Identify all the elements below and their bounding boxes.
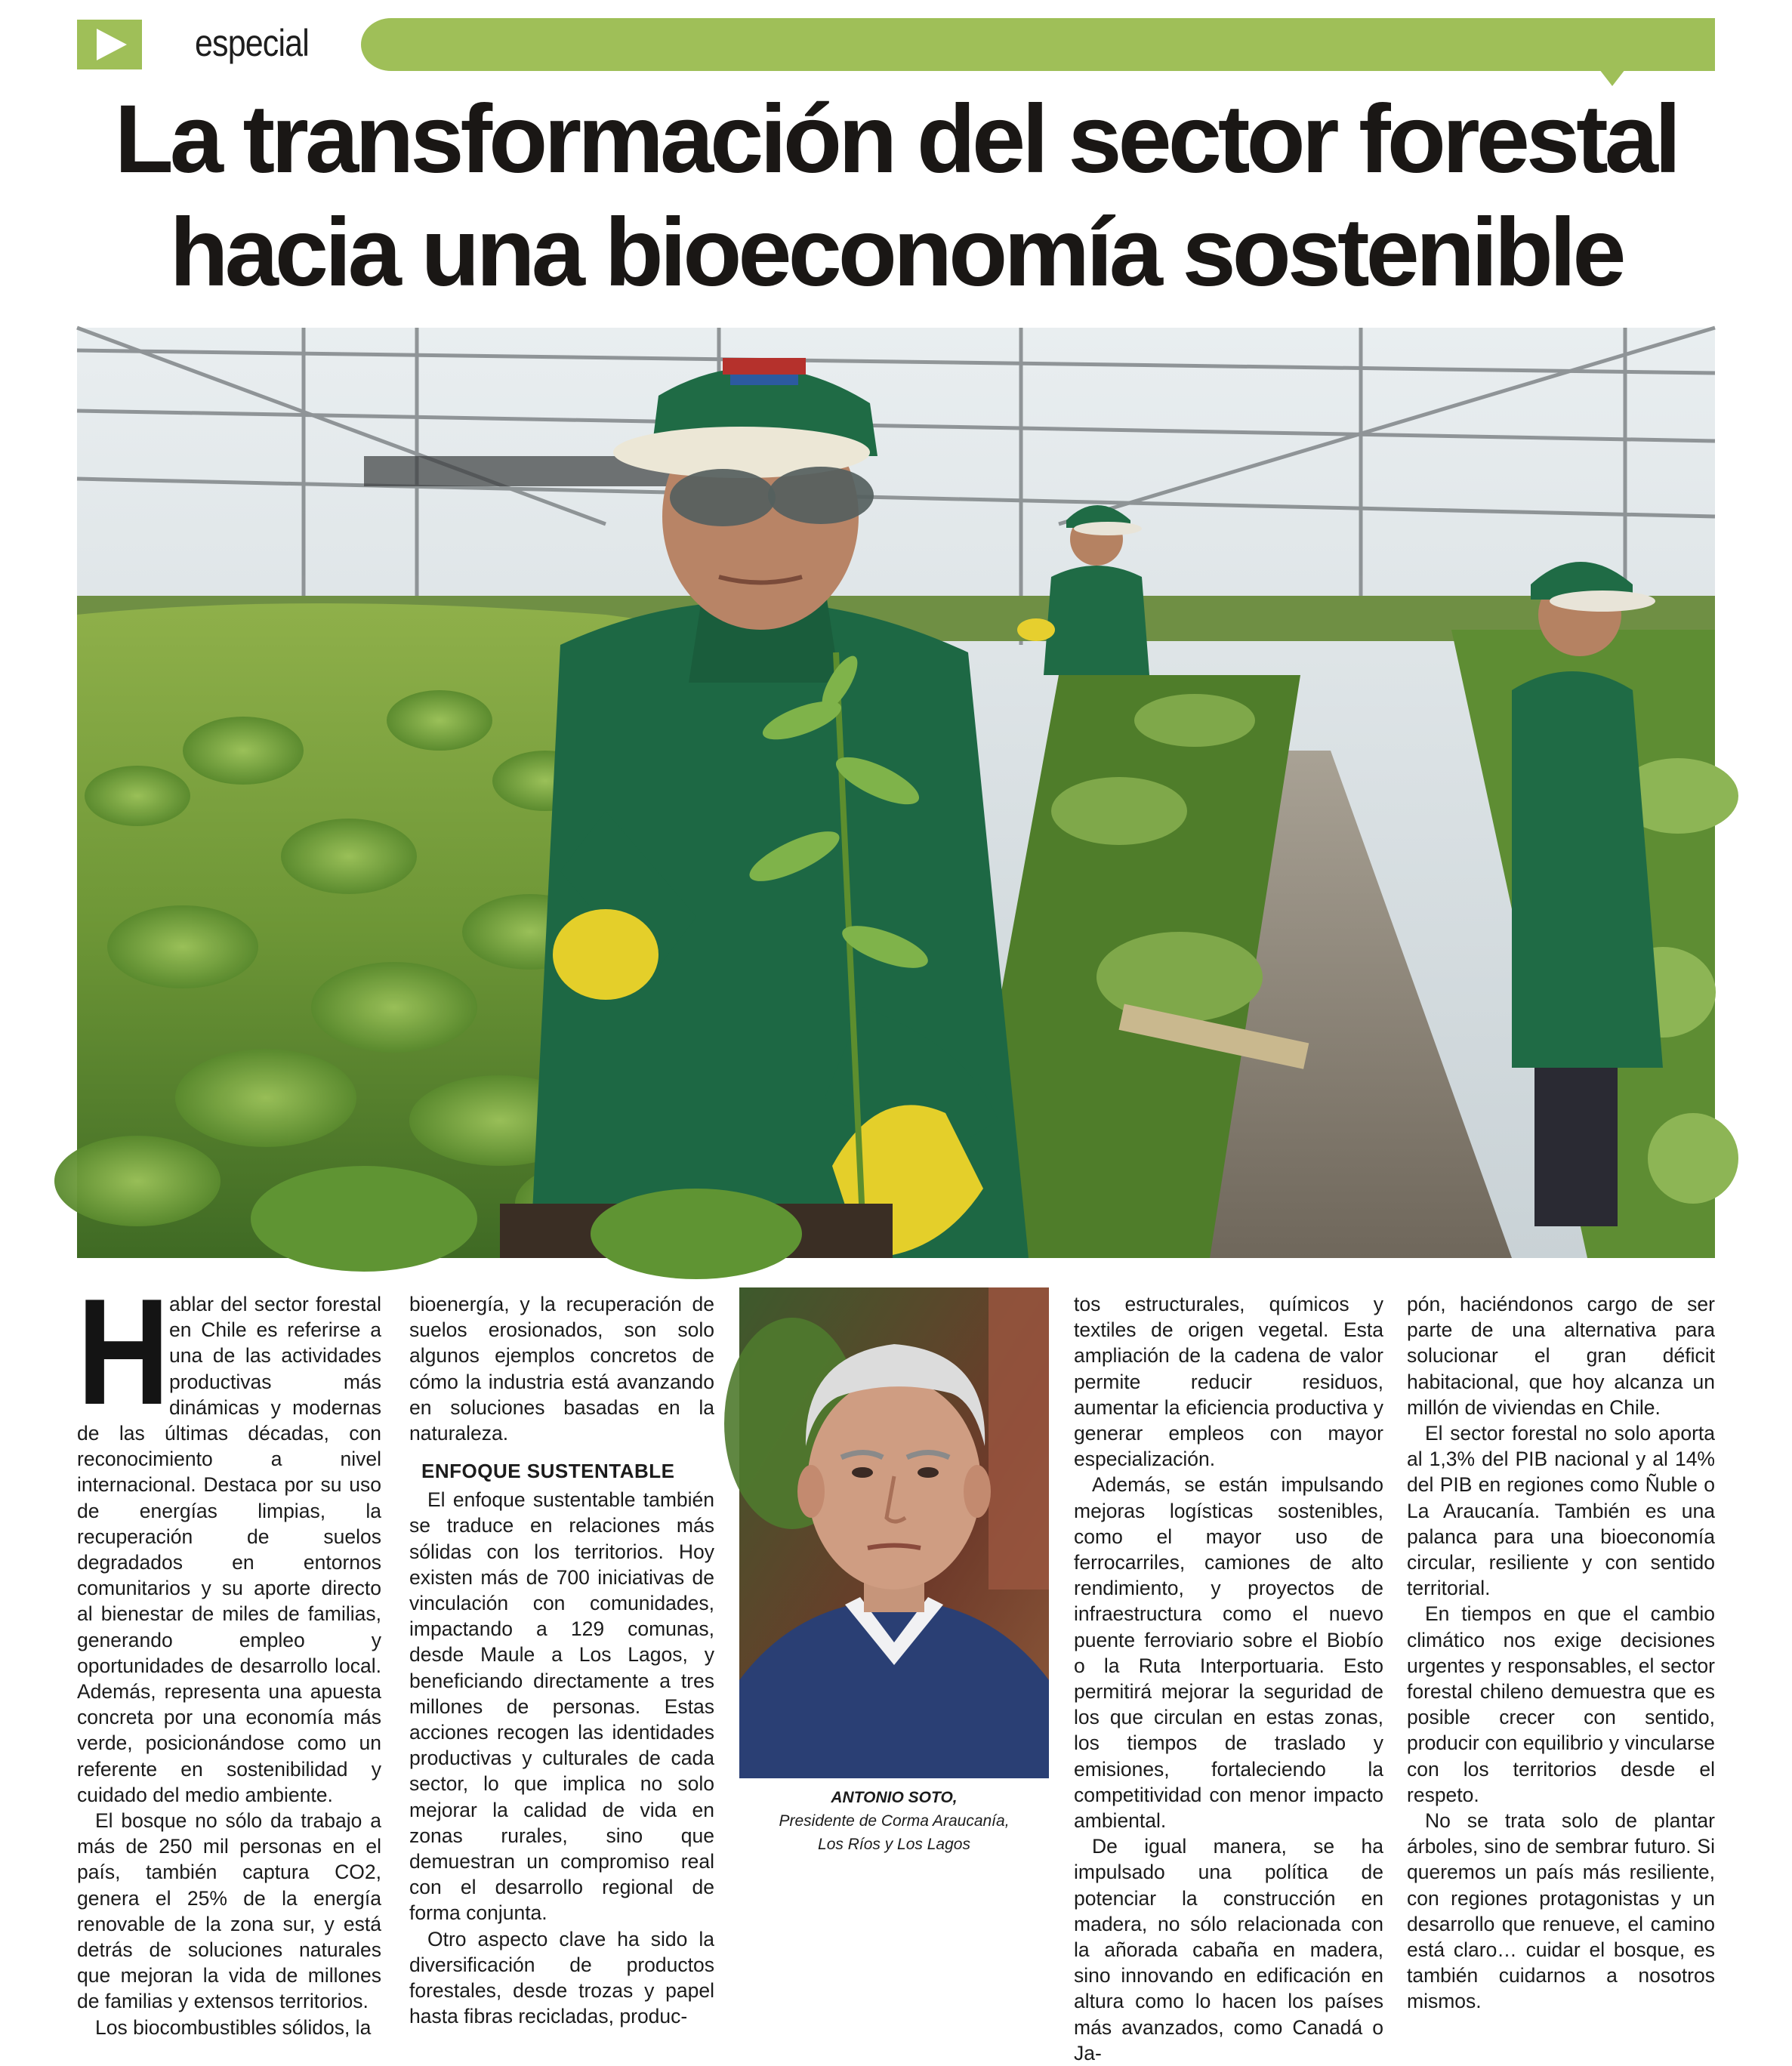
section-bar <box>361 18 1715 71</box>
greenhouse-illustration <box>77 328 1715 1258</box>
subheading: ENFOQUE SUSTENTABLE <box>421 1460 675 1483</box>
paragraph-6: Además, se están impulsando mejoras logísticas sostenibles, como el mayor uso de ferrocarriles, camiones de alto rendimiento, y proyectos de infraestructura como el nuevo puente ferroviario sobre el Biobío o la Ruta Interportuaria. Esto permitirá mejorar la seguridad de los que circulan en estas zonas, los tiempos de traslado y emisiones, fortaleciendo la competitividad con menor impacto ambiental. <box>1074 1473 1383 1833</box>
paragraph-10: No se trata solo de plantar árboles, sino de sembrar futuro. Si queremos un país más resiliente, con regiones protagonistas y un desarrollo que renueve, el camino está claro… cuidar el bosque, es también cuidarnos a nosotros mismos. <box>1407 1809 1715 2013</box>
portrait-caption <box>739 1786 1049 1856</box>
paragraph-8: El sector forestal no solo aporta al 1,3% del PIB nacional y al 14% del PIB en regiones como Ñuble o La Araucanía. También es una palanca para una bioeconomía circular, resiliente y con sentido territorial. <box>1407 1422 1715 1600</box>
article-column-4 <box>1407 1291 1715 2031</box>
portrait-photo <box>739 1287 1049 1778</box>
drop-cap: H <box>77 1268 170 1436</box>
paragraph-3-continued: bioenergía, y la recuperación de suelos erosionados, son solo algunos ejemplos concretos de cómo la industria está avanzando en soluciones basadas en la naturaleza. <box>409 1293 714 1445</box>
paragraph-5-start: Otro aspecto clave ha sido la diversificación de productos forestales, desde trozas y papel hasta fibras recicladas, produc- <box>409 1927 714 2028</box>
play-arrow-icon <box>77 20 142 69</box>
paragraph-5-continued: tos estructurales, químicos y textiles de origen vegetal. Esta ampliación de la cadena de valor permite reducir residuos, aumentar la eficiencia productiva y generar empleos con mayor especialización. <box>1074 1293 1383 1471</box>
main-photo <box>77 328 1715 1258</box>
caption-name: ANTONIO SOTO, <box>831 1789 958 1806</box>
paragraph-1: ablar del sector forestal en Chile es referirse a una de las actividades productivas más dinámicas y modernas de las últimas décadas, con reconocimiento a nivel internacional. Destaca por su uso de energías limpias, la recuperación de suelos degradados en entornos comunitarios y su aporte directo al bienestar de miles de familias, generando empleo y oportunidades de desarrollo local. Además, representa una apuesta concreta por una economía más verde, posicionándose como un referente en sostenibilidad y cuidado del medio ambiente. <box>77 1293 381 1806</box>
headline-line-2: hacia una bioeconomía sostenible <box>169 199 1623 307</box>
paragraph-9: En tiempos en que el cambio climático nos exige decisiones urgentes y responsables, el sector forestal chileno demuestra que es posible crecer con sentido, producir con equilibrio y vincularse con los territorios desde el respeto. <box>1407 1602 1715 1806</box>
paragraph-2: El bosque no sólo da trabajo a más de 250 mil personas en el país, también captura CO2, genera el 25% de la energía renovable de la zona sur, y está detrás de soluciones naturales que mejoran la vida de millones de familias y extensos territorios. <box>77 1809 381 2013</box>
paragraph-7-continued: pón, haciéndonos cargo de ser parte de una alternativa para solucionar el gran déficit habitacional, que hoy alcanza un millón de viviendas en Chile. <box>1407 1293 1715 1419</box>
article-column-1 <box>77 1268 381 2039</box>
section-label: especial <box>195 22 309 64</box>
headline-line-1: La transformación del sector forestal <box>114 85 1678 193</box>
article-column-3 <box>1074 1291 1383 2064</box>
caption-role-line-2: Los Ríos y Los Lagos <box>818 1836 970 1853</box>
headline <box>60 83 1732 310</box>
paragraph-4: El enfoque sustentable también se traduce en relaciones más sólidas con los territorios. Hoy existen más de 700 iniciativas de vinculación con comunidades, impactando a 129 comunas, desde Maule a Los Lagos, y beneficiando directamente a tres millones de personas. Estas acciones recogen las identidades productivas y culturales de cada sector, lo que implica no solo mejorar la calidad de vida en zonas rurales, sino que demuestran un compromiso real con el desarrollo regional de forma conjunta. <box>409 1488 714 1925</box>
section-banner <box>0 0 1792 83</box>
caption-role-line-1: Presidente de Corma Araucanía, <box>779 1812 1010 1830</box>
article-column-2 <box>409 1291 714 2031</box>
paragraph-7-start: De igual manera, se ha impulsado una política de potenciar la construcción en madera, no sólo relacionada con la añorada cabaña en madera, sino innovando en edificación en altura como lo hacen los países más avanzados, como Canadá o Ja- <box>1074 1835 1383 2064</box>
paragraph-3-start: Los biocombustibles sólidos, la <box>95 2015 372 2039</box>
portrait-illustration <box>739 1287 1049 1778</box>
